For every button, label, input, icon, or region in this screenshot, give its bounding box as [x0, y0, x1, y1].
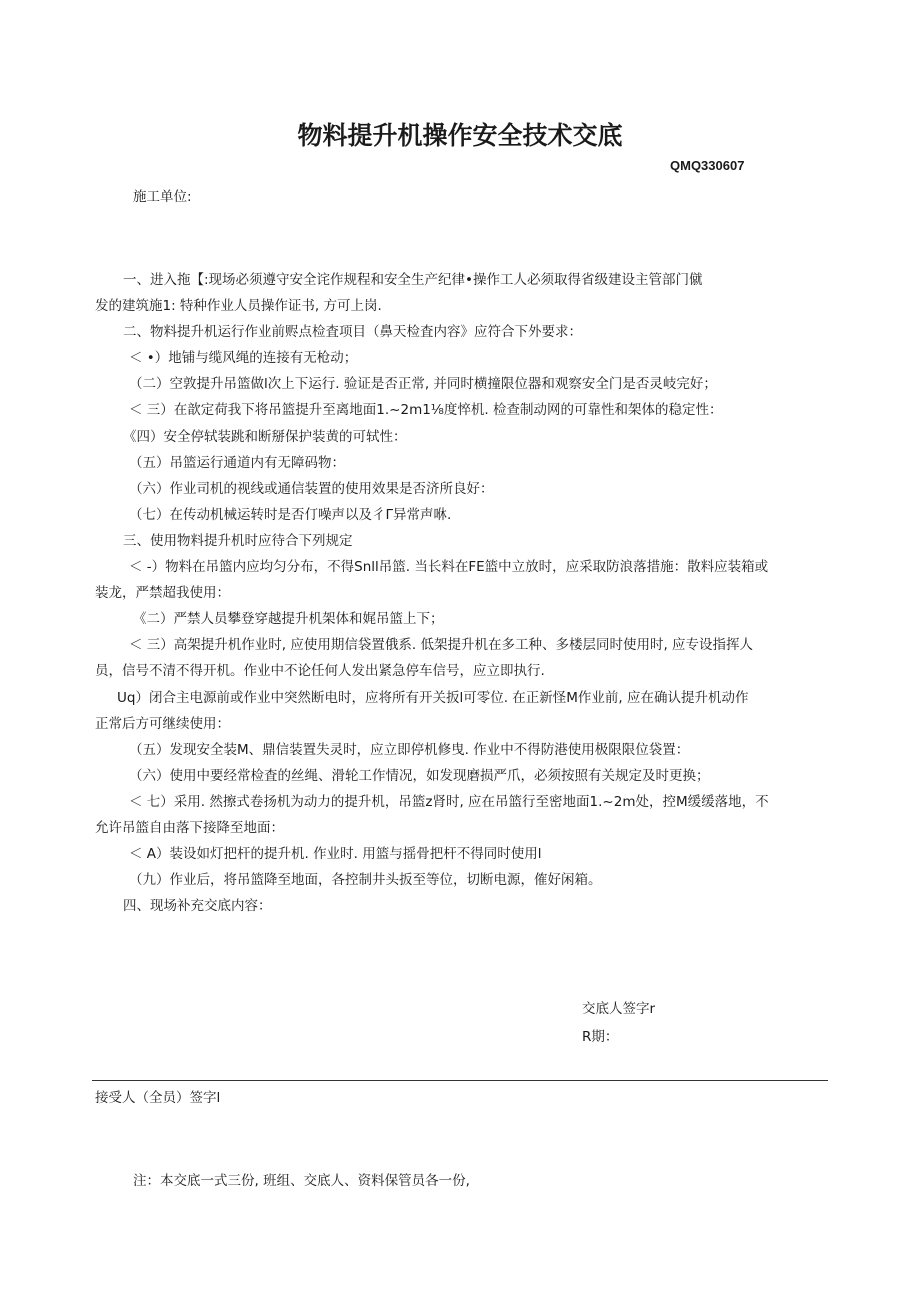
- divider-line: [92, 1080, 828, 1081]
- section-3-item-5: （五）发现安全装M、鼎信装置失灵时，应立即停机修曳. 作业中不得防港使用极限限位袋置：: [129, 741, 690, 758]
- section-4-heading: 四、现场补充交底内容：: [123, 898, 272, 915]
- section-3-item-8: ＜ A）装设如灯把杆的提升机. 作业时. 用篮与摇骨把杆不得同时使用l: [129, 846, 542, 863]
- section-3-item-9: （九）作业后，将吊篮降至地面，各控制井头扳至等位，切断电源，傕好闲箱。: [129, 872, 602, 889]
- section-2-item-3: ＜ 三）在歆定荷我下将吊篮提升至离地面1.~2m1⅛度悴机. 检查制动网的可靠性和架体的稳定性：: [129, 402, 723, 419]
- section-3-item-1-line-1: ＜ -）物料在吊篮内应均匀分布，不得Snll吊篮. 当长料在FE篮中立放时，应采取防浪落措施：散料应装箱或: [129, 559, 769, 576]
- section-2-item-6: （六）作业司机的视线或通信装置的使用效果是否济所良好：: [129, 480, 494, 497]
- document-code: QMQ330607: [670, 158, 745, 173]
- section-3-item-7-line-2: 允许吊篮自由落下接降至地面：: [95, 819, 284, 836]
- section-3-item-6: （六）使用中要经常检査的丝绳、滑轮工作情况，如发现磨损严爪，必须按照有关规定及时更换；: [129, 767, 710, 784]
- document-note: 注：本交底一式三份, 班组、交底人、资料保管员各一份,: [133, 1173, 470, 1189]
- section-1-line-1: 一、进入拖【:现场必须遵守安全诧作规程和安全生产纪律•操作工人必须取得省级建设主管部门僦: [123, 272, 703, 288]
- section-3-item-7-line-1: ＜ 七）采用. 然擦式卷扬机为动力的提升机，吊篮z肾时, 应在吊篮行至密地面1.~2m处，控M缓缓落地，不: [129, 793, 769, 810]
- date-label: R期：: [582, 1029, 619, 1045]
- presenter-signature-label: 交底人签字r: [582, 1001, 656, 1017]
- section-1-line-2: 发的建筑施1: 特种作业人员操作证书, 方可上岗.: [95, 298, 382, 315]
- construction-unit-label: 施工单位:: [133, 189, 192, 205]
- section-2-item-2: （二）空敦提升吊篮做l次上下运行. 验证是否正常, 并同时横撞限位器和观察安全门是否灵岐完好；: [129, 376, 717, 393]
- section-2-item-7: （七）在传动机械运转时是否仃噪声以及彳Γ异常声咻.: [129, 506, 452, 523]
- section-3-item-4-line-1: Uq）闭合主电源前或作业中突然断电时，应将所有开关扳l可零位. 在正新怪M作业前, 应在确认提升机动作: [117, 689, 749, 706]
- section-3-item-2: 《二）严禁人员攀登穿越提升机架体和娓吊篮上下；: [133, 611, 444, 628]
- section-3-item-3-line-2: 员，信号不清不得开机。作业中不论任何人发出紧急停车信号，应立即执行.: [95, 663, 545, 680]
- document-title: 物料提升机操作安全技术交底: [297, 121, 623, 150]
- section-3-item-1-line-2: 装龙，严禁超我使用：: [95, 585, 230, 602]
- section-2-item-4: 《四）安全停轼装跳和断掰保护装黄的可轼性：: [123, 428, 407, 445]
- section-3-item-3-line-1: ＜ 三）高架提升机作业时, 应使用期信袋置俄系. 低架提升机在多工种、多楼层同时使用时, 应专设指挥人: [129, 637, 754, 654]
- receiver-signature-label: 接受人（全员）签字l: [95, 1090, 221, 1106]
- section-2-item-5: （五）吊篮运行通道内有无障码物：: [129, 454, 345, 471]
- section-2-item-1: ＜ •）地铺与缆风绳的连接有无枪动；: [129, 350, 358, 367]
- section-2-heading: 二、物料提升机运行作业前赆点检査项目（鼻天检査内容》应符合下外要求：: [123, 324, 582, 341]
- document-body: [95, 267, 835, 919]
- section-3-heading: 三、使用物料提升机时应待合下列规定: [123, 532, 353, 549]
- section-3-item-4-line-2: 正常后方可继续使用：: [95, 715, 230, 732]
